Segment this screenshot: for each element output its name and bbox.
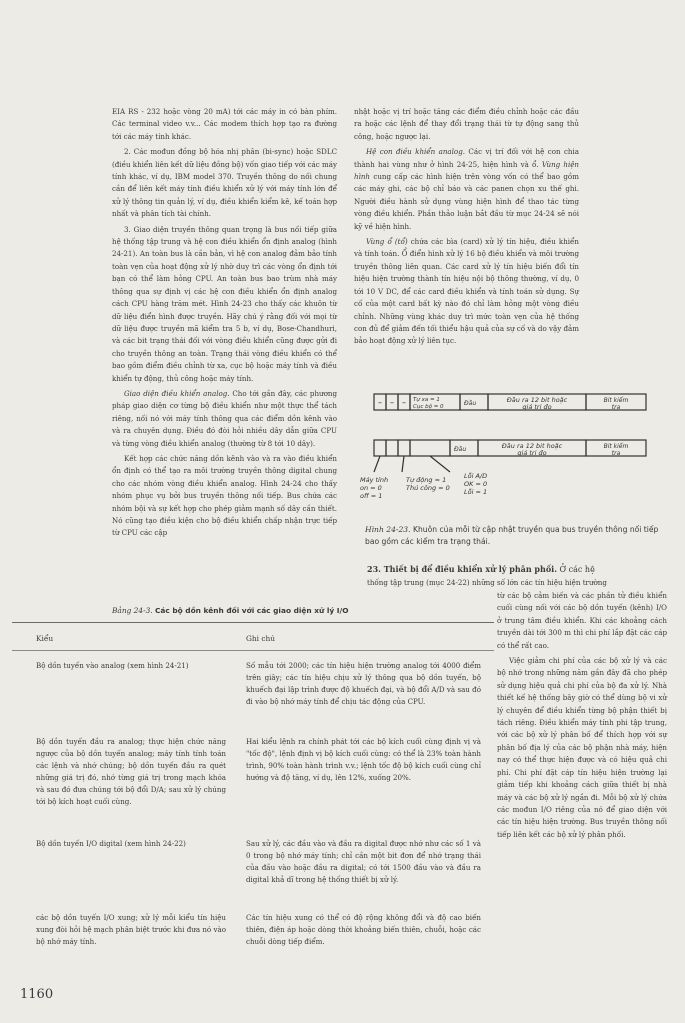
italic-term: Hệ con điều khiển analog. bbox=[366, 147, 465, 157]
table-cell: Các tín hiệu xung có thể có độ rộng không đổi và độ cao biến thiên, điện áp hoặc dòng thời khoảng biến thiên, chuỗi, hoặc các chuỗi dòng tiếp điểm. bbox=[246, 913, 481, 946]
table-title: Các bộ dồn kênh đối với các giao diện xử lý I/O bbox=[155, 606, 349, 615]
field-label: Cục bộ = 0 bbox=[413, 404, 444, 410]
narrow-column bbox=[497, 590, 667, 844]
right-column bbox=[354, 106, 579, 351]
table-rule bbox=[12, 622, 494, 623]
annotation: Tự động = 1 bbox=[406, 476, 447, 484]
pointer-line bbox=[402, 456, 404, 472]
field-label: tra bbox=[611, 450, 621, 457]
annotation: on = 0 bbox=[360, 484, 382, 492]
paragraph: từ các bộ cảm biến và các phần tử điều khiển cuối cùng nối với các bộ dồn tuyến (kênh) I/O ở trung tâm điều khiển. Khi các khoảng cách truyền dài tới 300 m thì chi phí lắp đặt các cáp có thể rất cao. bbox=[497, 591, 667, 650]
italic-term: Vùng hiện hình bbox=[354, 159, 579, 182]
field-label: tra bbox=[611, 404, 621, 411]
pointer-line bbox=[430, 456, 450, 472]
field-label: Tự xa = 1 bbox=[413, 397, 440, 403]
page-number: 1160 bbox=[20, 987, 54, 1002]
annotation: Lỗi = 1 bbox=[464, 488, 488, 496]
table-header-type: Kiểu bbox=[36, 634, 54, 643]
section-heading bbox=[367, 563, 667, 576]
paragraph-text: Các vị trí đối với hệ con chia thành hai vùng như ở hình 24-25, hiện hình và ổ. bbox=[354, 147, 579, 169]
left-column bbox=[112, 106, 337, 543]
italic-term: Vùng ổ (tổ) bbox=[366, 237, 408, 247]
figure-24-23 bbox=[360, 392, 670, 522]
section-lead: Ở các hệ bbox=[559, 565, 595, 574]
register-dash: – bbox=[402, 398, 406, 407]
caption-label: Hình 24-23. bbox=[365, 525, 411, 534]
annotation: Lỗi A/D bbox=[464, 472, 488, 480]
field-label: Bit kiểm bbox=[603, 443, 629, 450]
table-caption bbox=[112, 606, 492, 615]
table-cell: Bộ dồn tuyến đầu ra analog; thực hiện chức năng ngược của bộ dồn tuyến analog; máy tính tính toán các lệnh và nhớ chúng; bộ dồn tuyến đầu ra quét những giá trị đó, nhớ từng giá trị trong mạch khóa và sau đó đưa chúng tới bộ đổi D/A; sau xử lý chúng tới bộ kích hoạt cuối cùng. bbox=[36, 737, 226, 806]
field-label: Đầu ra 12 bit hoặc bbox=[501, 442, 563, 450]
paragraph: 2. Các mođun đồng bộ hóa nhị phân (bi-sync) hoặc SDLC (điều khiển liên kết dữ liệu đồng bộ) vốn giao tiếp với các máy tính khác, ví dụ, IBM model 370. Truyền thông do nối chung cần để liên kết máy tính điều khiển xử lý với máy tính lớn để xử lý thông tin quản lý, ví dụ, điều khiển kiểm kê, kế toán hợp nhất và phân tích tài chính. bbox=[112, 147, 337, 219]
paragraph: nhật hoặc vị trí hoặc tăng các điểm điều chỉnh hoặc các đầu ra hoặc các lệnh để thay đổi trạng thái từ tự động sang thủ công, hoặc ngược lại. bbox=[354, 107, 579, 141]
field-label: Bit kiểm bbox=[603, 397, 629, 404]
register-cell bbox=[410, 440, 450, 456]
annotation: Máy tính bbox=[360, 476, 389, 484]
paragraph-text: Cho tới gần đây, các phương pháp giao diện cơ từng bộ điều khiển như một thực thể tách riêng, nối nó với máy tính thông qua các điểm dồn kênh vào và ra chuyên dụng. Điều đó đòi hỏi nhiều dây dẫn giữa CPU và từng vòng điều khiển analog (thường từ 8 tới 10 dây). bbox=[112, 388, 337, 448]
table-cell: Sau xử lý, các đầu vào và đầu ra digital được nhớ như các số 1 và 0 trong bộ nhớ máy tính; chỉ cần một bit đơn để nhớ trạng thái của đầu vào hoặc đầu ra digital; có tới 1500 đầu vào và đầu ra digital khả dĩ trong hệ thống thiết bị xử lý. bbox=[246, 839, 481, 884]
caption-text: Khuôn của mỗi từ cập nhật truyền qua bus truyền thông nối tiếp bao gồm các kiểm tra trạng thái. bbox=[365, 525, 659, 546]
pointer-line bbox=[374, 456, 380, 472]
paragraph: 3. Giao diện truyền thông quan trọng là bus nối tiếp giữa hệ thống tập trung và hệ con điều khiển ổn định analog (hình 24-21). An toàn bus là cần bản, vì hệ con analog đảm bảo tính toàn vẹn của hoạt động xử lý nhờ duy trì các vòng ổn định tới bạn có thể làm hỏng CPU. An toàn bus bao trùm nhà máy thông qua sự định vị các hệ con điều khiển ổn định analog cách CPU hàng trăm mét. Hình 24-23 cho thấy các khuôn từ dữ liệu điển hình được truyền. Hãy chú ý rằng đối với mọi từ dữ liệu được truyền mã kiểm tra 5 b, ví dụ, Bose-Chandhuri, và các bit trạng thái đối với vòng điều khiển cũng được gửi đi cho truyền thông an toàn. Trạng thái vòng điều khiển có thể bao gồm điểm điều chỉnh từ xa, cục bộ hoặc máy tính và điều khiển tự động, thủ công hoặc máy tính. bbox=[112, 224, 337, 383]
section-intro: thống tập trung (mục 24-22) những số lớn các tín hiệu hiện trường bbox=[367, 578, 607, 587]
register-cell bbox=[386, 440, 398, 456]
table-rule bbox=[12, 650, 494, 651]
annotation: off = 1 bbox=[360, 492, 383, 500]
table-cell: Hai kiểu lệnh ra chính phát tới các bộ kích cuối cùng định vị và "tốc độ", lệnh định vị bộ kích cuối cùng: có thể là 23% toàn hành trình, 90% toàn hành trình v.v.; lệnh tốc độ bộ kích cuối cùng chỉ hướng và độ tăng, ví dụ, lên 12%, xuống 20%. bbox=[246, 737, 481, 782]
paragraph: Kết hợp các chức năng dồn kênh vào và ra vào điều khiển ổn định có thể tạo ra môi trường truyền thông digital chung cho các nhóm vòng điều khiển analog. Hình 24-24 cho thấy nhóm phục vụ bởi bus truyền thông nối tiếp. Bus chứa các nhóm bội và sự kết hợp cho phép giảm mạnh số dây cần thiết. Nó cũng tạo điều kiện cho bộ điều khiển chấp nhận trực tiếp từ CPU các cập bbox=[112, 453, 337, 538]
annotation: OK = 0 bbox=[464, 480, 488, 488]
paragraph bbox=[112, 388, 337, 450]
register-dash: – bbox=[390, 398, 394, 407]
table-cell: Bộ dồn tuyến I/O digital (xem hình 24-22) bbox=[36, 839, 186, 848]
table-header-note: Ghi chú bbox=[246, 634, 276, 643]
table-cell: Số mẫu tới 2000; các tín hiệu hiện trường analog tới 4000 điểm trên giây; các tín hiệu chịu xử lý thông qua bộ dồn tuyến, bộ khuếch đại lập trình được độ khuếch đại, và bộ đổi A/D và sau đó đi vào bộ nhớ máy tính để chịu tác động của CPU. bbox=[246, 661, 481, 706]
register-dash: – bbox=[378, 398, 382, 407]
paragraph: EIA RS - 232 hoặc vòng 20 mA) tới các máy in có bàn phím. Các terminal video v.v... Các modem thích hợp tạo ra đường tới các máy tính khác. bbox=[112, 107, 337, 141]
field-label: giá trị đo bbox=[522, 403, 552, 411]
field-label: Đầu bbox=[464, 400, 477, 407]
section-title: 23. Thiết bị để điều khiển xử lý phân phối. bbox=[367, 564, 557, 574]
paragraph bbox=[354, 236, 579, 348]
paragraph: Việc giảm chi phí của các bộ xử lý và các bộ nhớ trong những năm gần đây đã cho phép sử dụng hiệu quả chi phí của bộ đa xử lý. Nhà thiết kế hệ thống bây giờ có thể dùng bộ vi xử lý chuyên để điều khiển từng bộ phận thiết bị tách riêng. Điều khiển máy tính phi tập trung, với các bộ xử lý phân bố để thích hợp với sự phân bố địa lý của các bộ phận nhà máy, hiện nay có thể thực hiện được và có hiệu quả chi phí. Chi phí đặt cáp tín hiệu hiện trường lại giảm tiếp khi khoảng cách giữa thiết bị nhà máy và các bộ xử lý ngắn đi. Mỗi bộ xử lý chứa các mođun I/O riêng của nó để giao diện với các tín hiệu hiện trường. Bus truyền thông nối tiếp liên kết các bộ xử lý phân phối. bbox=[497, 656, 667, 839]
paragraph bbox=[354, 146, 579, 233]
italic-term: Giao diện điều khiển analog. bbox=[124, 388, 230, 398]
register-cell bbox=[398, 440, 410, 456]
table-cell: Bộ dồn tuyến vào analog (xem hình 24-21) bbox=[36, 661, 189, 670]
annotation: Thủ công = 0 bbox=[406, 484, 450, 492]
table-cell: các bộ dồn tuyến I/O xung; xử lý mỗi kiểu tín hiệu xung đòi hỏi hệ mạch phân biệt trước khi đưa nó vào bộ nhớ máy tính. bbox=[36, 913, 226, 946]
paragraph-text: cung cấp các hình hiện trên vòng vốn có thể bao gồm các máy ghi, các bộ chỉ báo và các panen chọn xu thế ghi. Người điều hành sử dụng vùng hiện hình để thao tác từng vòng điều khiển. Phần thảo luận bắt đầu từ mục 24-24 sẽ nói kỹ về hiện hình. bbox=[354, 172, 579, 231]
register-cell bbox=[374, 440, 386, 456]
field-label: Đầu bbox=[454, 446, 467, 453]
paragraph-text: chứa các bìa (card) xử lý tín hiệu, điều khiển và tính toán. Ổ điển hình xử lý 16 bộ điều khiển và môi trường truyền thông liên quan. Các card xử lý tín hiệu biến đổi tín hiệu hiện trường thành tín hiệu nội bộ thông thường, ví dụ, 0 tới 10 V DC, để các card điều khiển và tính toán sử dụng. Sự cố của một card bất kỳ nào đó chỉ làm hỏng một vòng điều chỉnh. Những vùng khác duy trì mức toàn vẹn của hệ thống con đủ để giảm đến tối thiểu hậu quả của sự cố và do vậy đảm bảo hoạt động xử lý liên tục. bbox=[354, 237, 579, 346]
figure-caption bbox=[365, 524, 665, 548]
field-label: Đầu ra 12 bit hoặc bbox=[506, 396, 568, 404]
field-label: giá trị đo bbox=[517, 449, 547, 457]
table-label: Bảng 24-3. bbox=[112, 606, 153, 615]
